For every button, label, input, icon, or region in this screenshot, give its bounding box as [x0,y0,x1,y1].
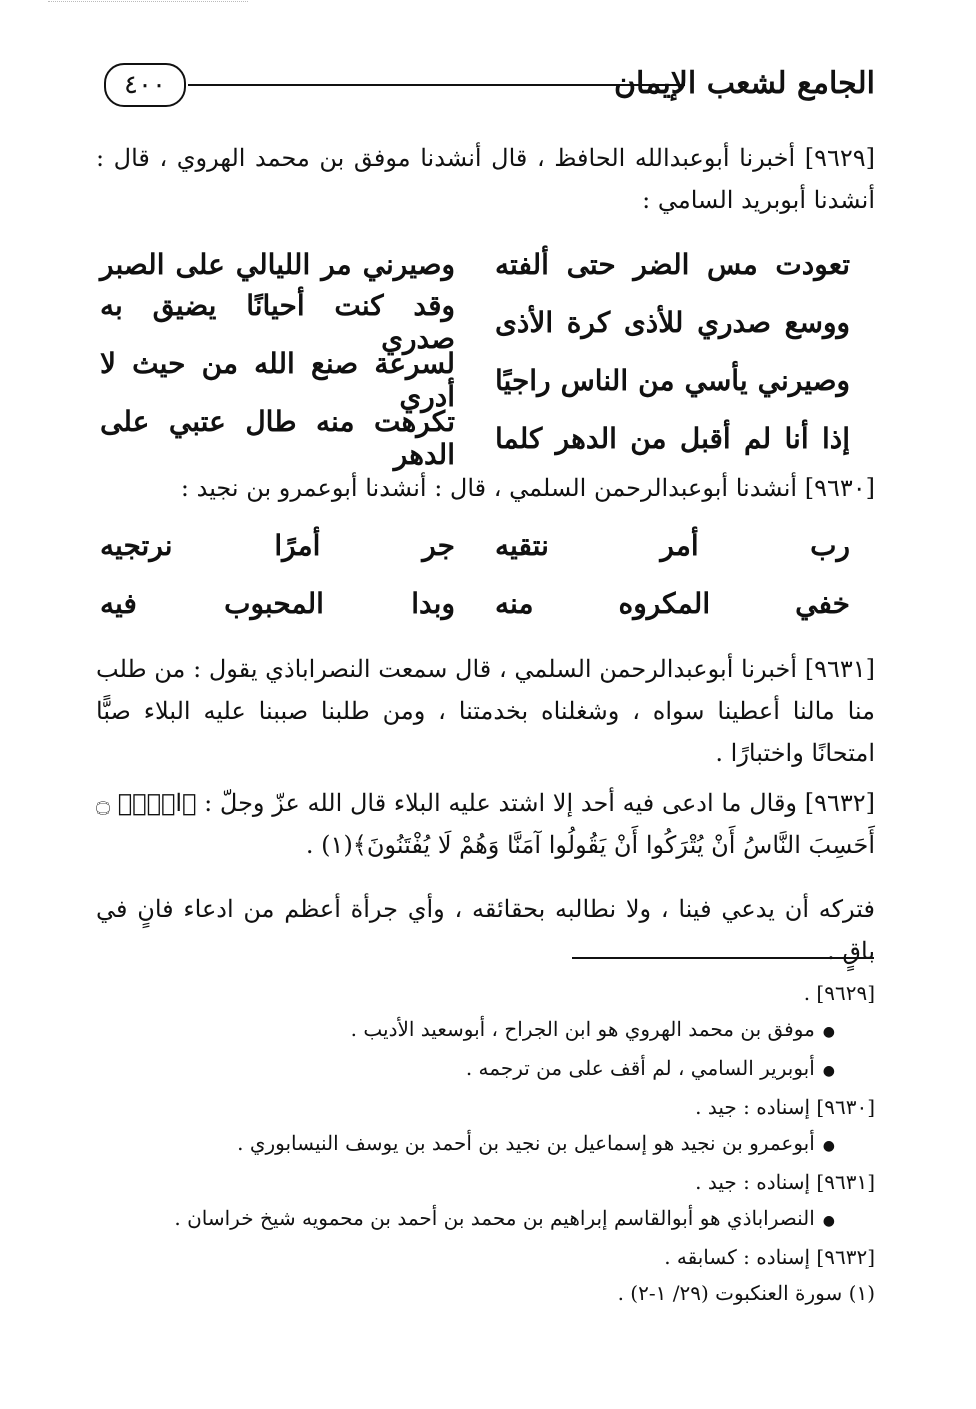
entry-9631: [٩٦٣١] أخبرنا أبوعبدالرحمن السلمي ، قال سمعت النصراباذي يقول : من طلب منا مالنا أعطينا سواه ، وشغلناه بخدمتنا ، ومن طلبنا صببنا عليه البلاء صبًّا امتحانًا واختبارًا . [96,655,875,767]
verse-first-hemistich: إذا أنا لم أقبل من الدهر كلما [495,421,850,455]
footnotes [100,975,875,1311]
footnote-item: ● أبوعمرو بن نجيد هو إسماعيل بن نجيد بن أحمد بن يوسف النيسابوري . [100,1125,875,1164]
verse-second-hemistich: جر أمرًا نرتجيه [100,528,455,562]
footnote-heading: [٩٦٢٩] . [803,981,875,1005]
verse-first-hemistich: وصيرني يأسي من الناس راجيًا [495,363,850,397]
footnote-heading: [٩٦٣٢] إسناده : كسابقه . [664,1245,875,1269]
footnote-rule [572,957,874,959]
verse-second-hemistich: وقد كنت أحيانًا يضيق به صدري [100,289,455,355]
header-rule [188,84,685,86]
verse-line [100,347,850,413]
verse-line [100,289,850,355]
page-header [80,60,875,118]
footnote-item: ● موفق بن محمد الهروي هو ابن الجراح ، أبوسعيد الأديب . [100,1011,875,1050]
poem-2 [100,516,850,632]
verse-first-hemistich: تعودت مس الضر حتى ألفته [495,247,850,281]
verse-line [100,574,850,632]
verse-line [100,405,850,471]
footnote-item: ● أبوبرير السامي ، لم أقف على من ترجمه . [100,1050,875,1089]
verse-second-hemistich: لسرعة صنع الله من حيث لا أدري [100,347,455,413]
footnote-reference: (١) سورة العنكبوت (٢٩/ ١-٢) . [617,1281,875,1305]
entry-9630: [٩٦٣٠] أنشدنا أبوعبدالرحمن السلمي ، قال : أنشدنا أبوعمرو بن نجيد : [180,474,875,502]
verse-second-hemistich: تكرهت منه طال عتبي على الدهر [100,405,455,471]
entry-9629: [٩٦٢٩] أخبرنا أبوعبدالله الحافظ ، قال أنشدنا موفق بن محمد الهروي ، قال : أنشدنا أبوبريد السامي : [96,144,875,214]
verse-second-hemistich: وبدا المحبوب فيه [100,586,455,620]
verse-first-hemistich: رب أمر نتقيه [495,528,850,562]
footnote-heading: [٩٦٣٠] إسناده : جيد . [695,1095,875,1119]
running-title: الجامع لشعب الإيمان [613,66,875,101]
scan-edge-mark [48,1,248,2]
verse-second-hemistich: وصيرني مر الليالي على الصبر [100,247,455,281]
verse-line [100,235,850,293]
footnote-item: ● النصراباذي هو أبوالقاسم إبراهيم بن محمد بن أحمد بن محمويه شيخ خراسان . [100,1200,875,1239]
verse-first-hemistich: خفي المكروه منه [495,586,850,620]
footnote-heading: [٩٦٣١] إسناده : جيد . [695,1170,875,1194]
verse-line [100,516,850,574]
closing-paragraph: فتركه أن يدعي فينا ، ولا نطالبه بحقائقه ، وأي جرأة أعظم من ادعاء فانٍ في باقٍ . [96,895,875,965]
page-number: ٤٠٠ [104,63,186,107]
poem-1 [100,235,850,471]
verse-first-hemistich: ووسع صدري للأذى كرة الأذى [495,305,850,339]
entry-9632: [٩٦٣٢] وقال ما ادعى فيه أحد إلا اشتد عليه البلاء قال الله عزّ وجلّ : ﴿الۤمۤ ۝ أَحَسِبَ النَّاسُ أَنْ يُتْرَكُوا أَنْ يَقُولُوا آمَنَّا وَهُمْ لَا يُفْتَنُونَ﴾(١) . [96,789,875,859]
